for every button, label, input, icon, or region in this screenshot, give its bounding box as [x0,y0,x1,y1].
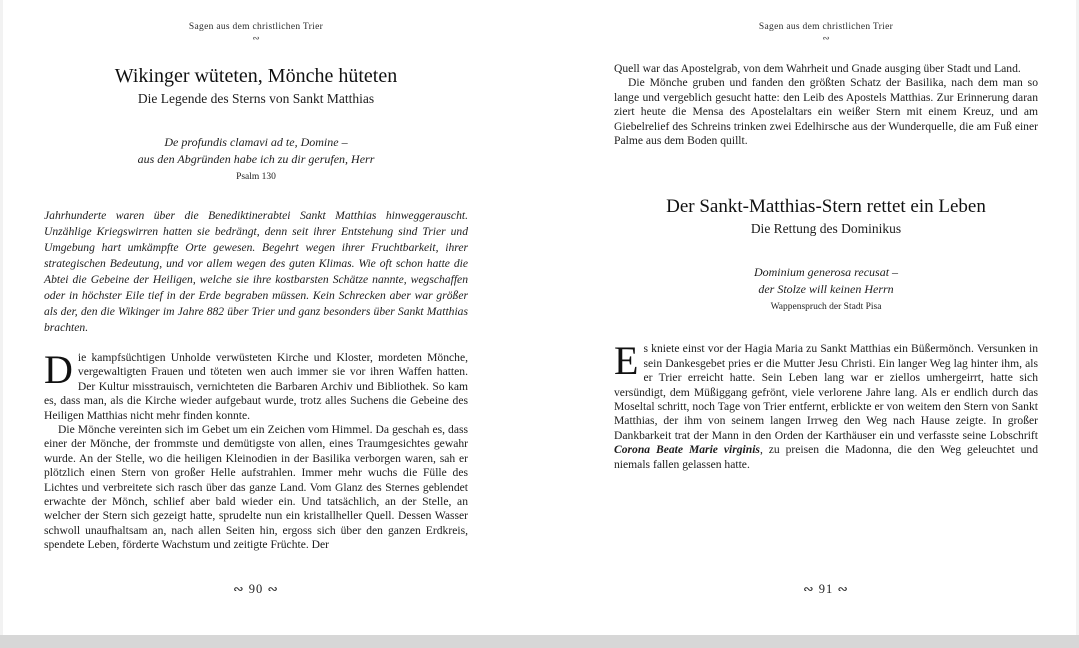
body-paragraph: Die Mönche gruben und fanden den größten Schatz der Basilika, nach dem man so lange und vergeblich gesucht hatte: den Leib des Apostels Matthias. Zur Erinnerung daran ziert heute die Mensa des Apostelaltars ein weißer Stern mit einem Kreuz, und am Giebelrelief des Schreins trinken zwei Edelhirsche aus der Wunderquelle, die am Fuß einer Palme aus dem Boden quillt. [614,76,1038,148]
header-ornament-icon: ∾ [252,33,260,43]
drop-cap: D [44,347,73,392]
chapter-subtitle: Die Rettung des Dominikus [750,221,902,237]
page-number: ∾ 91 ∾ [803,582,849,596]
body-paragraph [614,338,1039,472]
intro-paragraph: Jahrhunderte waren über die Benediktinerabtei Sankt Matthias hinweggerauscht. Unzählige Kriegswirren hatten sie bedrängt, denn seit ihrer Entstehung sind Trier und Umgebung hart umkämpfte Orte gewesen. Begehrt wegen ihrer Fruchtbarkeit, ihrer strategischen Bedeutung, und vor allem wegen des guten Klimas. Wie oft schon hatte die Abtei die Gebeine der Heiligen, welche sie ihre kostbarsten Schätze nannte, wegschaffen oder in höchster Eile tief in der Erde begraben müssen. Kein Schrecken aber war größer als der, den die Wikinger im Jahre 882 über Trier und ganz besonders über Sankt Matthias brachten. [44,209,468,334]
epigraph-line: der Stolze will keinen Herrn [758,282,894,297]
header-ornament-icon: ∾ [822,33,830,43]
body-paragraph [44,347,468,423]
drop-cap: E [614,338,639,384]
chapter-title: Der Sankt-Matthias-Stern rettet ein Leben [666,196,986,218]
chapter-title: Wikinger wüteten, Mönche hüteten [114,65,398,87]
page-number: ∾ 90 ∾ [233,582,279,596]
body-paragraph: Quell war das Apostelgrab, von dem Wahrheit und Gnade ausging über Stadt und Land. [614,62,1021,75]
page-right [614,0,1038,635]
running-header: Sagen aus dem christlichen Trier [188,22,324,32]
work-title-emphasis: Corona Beate Marie virginis [614,443,760,457]
paragraph-text: , zu preisen die Madonna, die den Weg geleuchtet und niemals fallen gelassen hatte. [614,443,1039,471]
epigraph-line: Dominium generosa recusat – [753,265,899,280]
epigraph-source: Psalm 130 [236,172,276,182]
body-paragraph: Die Mönche vereinten sich im Gebet um ein Zeichen vom Himmel. Da geschah es, dass einer der Mönche, der frommste und demütigste von allen, eines Traumgesichtes gewahr wurde. An der Stelle, wo die heiligen Kleinodien in der Basilika verborgen waren, sah er plötzlich einen Stern von großer Helle aufstrahlen. Immer mehr wuchs die Fülle des Lichtes und verbreitete sich rasch über das ganze Land. Vom Glanz des Sternes geblendet erwachte der Mönch, schlief aber bald wieder ein. Und tatsächlich, an der Stelle, an welcher der Stern sich gezeigt hatte, sprudelte nun ein kristallheller Quell. Dessen Wasser schwoll unaufhaltsam an, nach allen Seiten hin, ergoss sich über den ganzen Erdkreis, spendete Leben, förderte Wachstum und zeitigte Früchte. Der [44,423,468,552]
epigraph [44,134,468,168]
epigraph-line: aus den Abgründen habe ich zu dir gerufen, Herr [137,152,375,166]
epigraph-line: De profundis clamavi ad te, Domine – [164,135,348,149]
page-left [44,0,468,635]
desk-strip [0,635,1079,648]
chapter-subtitle: Die Legende des Sterns von Sankt Matthias [137,91,375,106]
running-header: Sagen aus dem christlichen Trier [758,22,894,32]
paragraph-text: ie kampfsüchtigen Unholde verwüsteten Kirche und Kloster, mordeten Mönche, vergewaltigten Frauen und töteten wen auch immer sie vor ihren Waffen hatten. Der Kultur misstrauisch, vernichteten die Barbaren Archiv und Bibliothek. So kam es, dass man, als die Kirche wieder aufgebaut wurde, trotz alles Suchens die Gebeine des Heiligen Matthias nicht mehr finden konnte. [44,351,468,422]
epigraph [614,264,1038,298]
epigraph-source: Wappenspruch der Stadt Pisa [770,302,882,313]
page-edge-left [0,0,3,635]
paragraph-text: s kniete einst vor der Hagia Maria zu Sankt Matthias ein Büßermönch. Versunken in sein Dankesgebet pries er die Mutter Jesu Christi. Ein langer Weg lag hinter ihm, als er Trier erreicht hatte. Sein Leben lang war er ziellos umhergeirrt, hatte sich versündigt, dem Müßiggang gefrönt, viele verlorene Jahre lang. Als er endlich durch das Moseltal schritt, noch Tage von Trier entfernt, erblickte er von weitem den Stern von Sankt Matthias, der ihm von seinem langen Irrweg den Weg nach Hause zeigte. In großer Dankbarkeit trat der Mann in den Orden der Karthäuser ein und verfasste seine Lobschrift [614,342,1038,442]
